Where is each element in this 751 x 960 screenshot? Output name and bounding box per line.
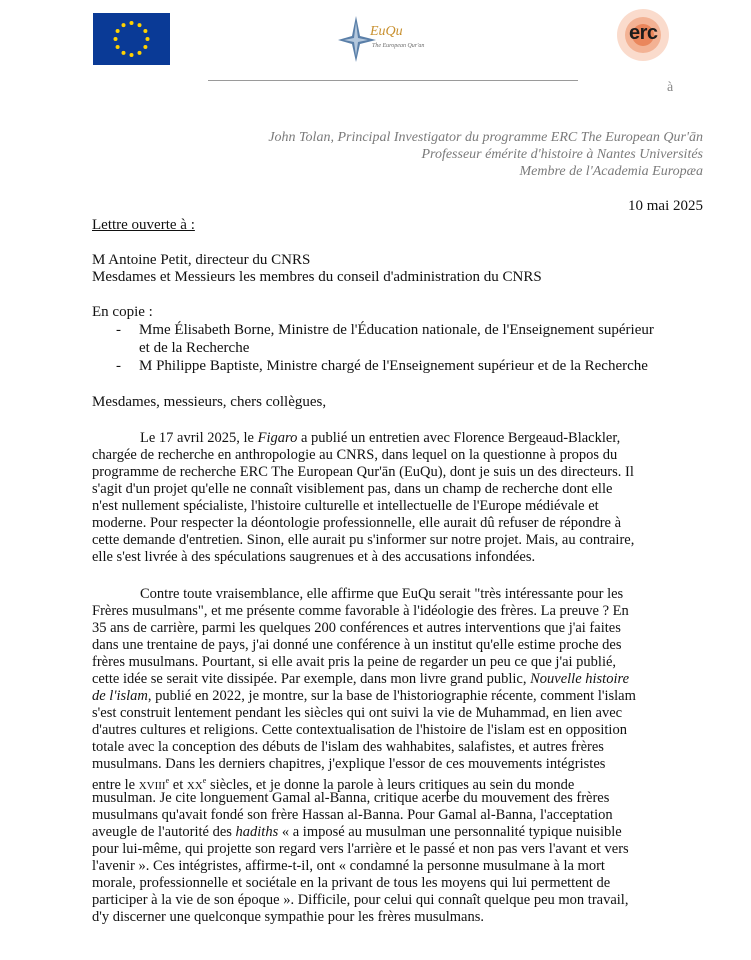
erc-logo — [611, 6, 681, 64]
eu-stars-icon — [93, 13, 170, 65]
salutation: Mesdames, messieurs, chers collègues, — [92, 394, 327, 410]
cc-1-line-1: Mme Élisabeth Borne, Ministre de l'Éducation nationale, de l'Enseignement supérieur — [139, 322, 654, 338]
p2-line: aveugle de l'autorité des hadiths « a imposé au musulman une personnalité typique nuisible — [92, 824, 622, 840]
p2-line: musulmans. Dans les derniers chapitres, j'explique l'essor de ces mouvements intégristes — [92, 756, 606, 772]
p1-line: programme de recherche ERC The European Qur'ān (EuQu), dont je suis un des directeurs. Il — [92, 464, 634, 480]
euqu-tagline: The European Qur'an — [372, 43, 425, 49]
p2-line: l'avenir ». Ces intégristes, affirme-t-il, ont « condamné la personne musulmane à la mort — [92, 858, 605, 874]
p2-line: Contre toute vraisemblance, elle affirme que EuQu serait "très intéressante pour les — [140, 586, 624, 602]
p2-line: morale, professionnelle et sociétale en la privant de tous les moyens qui lui permettent de — [92, 875, 611, 891]
cc-bullet-2: - — [116, 358, 121, 374]
p2-line: entre le XVIIIe et XXe siècles, et je donne la parole à leurs critiques au sein du monde — [92, 776, 575, 793]
p2-line: Frères musulmans", et me présente comme favorable à l'idéologie des frères. La preuve ? En — [92, 603, 629, 619]
p2-line: participer à la vie de son époque ». Difficile, pour celui qui connaît quelque peu mon travail, — [92, 892, 629, 908]
p2-line: frères musulmans. Pourtant, si elle avait pris la peine de regarder un peu ce que j'ai publié, — [92, 654, 617, 670]
letter-date: 10 mai 2025 — [628, 198, 703, 214]
sender-line-2: Professeur émérite d'histoire à Nantes Universités — [421, 147, 703, 162]
p2-line: pour lui-même, qui projette son regard vers l'arrière et le passé et non pas vers l'avant et vers — [92, 841, 629, 857]
p2-line: 35 ans de carrière, parmi les quelques 200 conférences et autres interventions que j'ai faites — [92, 620, 621, 636]
cc-bullet-1: - — [116, 322, 121, 338]
corner-mark: à — [667, 80, 674, 95]
recipient-2: Mesdames et Messieurs les membres du conseil d'administration du CNRS — [92, 269, 542, 285]
p1-line: chargée de recherche en anthropologie au CNRS, dans lequel on la questionne à propos du — [92, 447, 618, 463]
recipient-1: M Antoine Petit, directeur du CNRS — [92, 252, 311, 268]
p2-line: musulman. Je cite longuement Gamal al-Banna, critique acerbe du mouvement des frères — [92, 790, 610, 806]
cc-label: En copie : — [92, 304, 153, 320]
p2-line: d'y discerner une quelconque sympathie pour les frères musulmans. — [92, 909, 484, 925]
p2-line: musulmans qu'avait fondé son frère Hassan al-Banna. Pour Gamal al-Banna, l'acceptation — [92, 807, 613, 823]
erc-logo-text: erc — [629, 22, 658, 44]
sender-line-1: John Tolan, Principal Investigator du programme ERC The European Qur'ān — [268, 130, 703, 145]
p1-line: cette demande d'entretien. Sinon, elle aurait pu s'informer sur notre projet. Mais, au contraire, — [92, 532, 635, 548]
p2-line: d'autres cultures et religions. Cette contextualisation de l'histoire de l'islam est en opposition — [92, 722, 627, 738]
sender-line-3: Membre de l'Academia Europæa — [519, 164, 703, 179]
p2-line: totale avec la conception des débuts de l'islam des wahhabites, salafistes, et autres frères — [92, 739, 604, 755]
p2-line: dans une trentaine de pays, j'ai donné une conférence à un institut qu'elle estime proche des — [92, 637, 622, 653]
eu-flag-logo — [93, 13, 170, 65]
p2-line: s'est construit lentement pendant les siècles qui ont suivi la vie de Muhammad, en lien avec — [92, 705, 623, 721]
p1-line: moderne. Pour respecter la déontologie professionnelle, elle aurait dû refuser de répondre à — [92, 515, 622, 531]
open-letter-label: Lettre ouverte à : — [92, 217, 195, 233]
header-divider — [208, 80, 578, 81]
euqu-logo — [336, 12, 436, 64]
p1-line: Le 17 avril 2025, le Figaro a publié un entretien avec Florence Bergeaud-Blackler, — [140, 430, 621, 446]
cc-1-line-2: et de la Recherche — [139, 340, 250, 356]
cc-2-line-1: M Philippe Baptiste, Ministre chargé de l'Enseignement supérieur et de la Recherche — [139, 358, 648, 374]
p1-line: n'est nullement spécialiste, l'histoire culturelle et intellectuelle de l'Europe médiévale et — [92, 498, 599, 514]
euqu-logo-text: EuQu — [370, 24, 403, 39]
p1-line: s'agit d'un projet qu'elle ne connaît visiblement pas, dans un champ de recherche dont elle — [92, 481, 613, 497]
p1-line: elle s'est livrée à des spéculations saugrenues et à des accusations infondées. — [92, 549, 536, 565]
p2-line: cette idée se serait vite dissipée. Par exemple, dans mon livre grand public, Nouvelle histoire — [92, 671, 630, 687]
p2-line: de l'islam, publié en 2022, je montre, sur la base de l'historiographie récente, comment l'islam — [92, 688, 636, 704]
